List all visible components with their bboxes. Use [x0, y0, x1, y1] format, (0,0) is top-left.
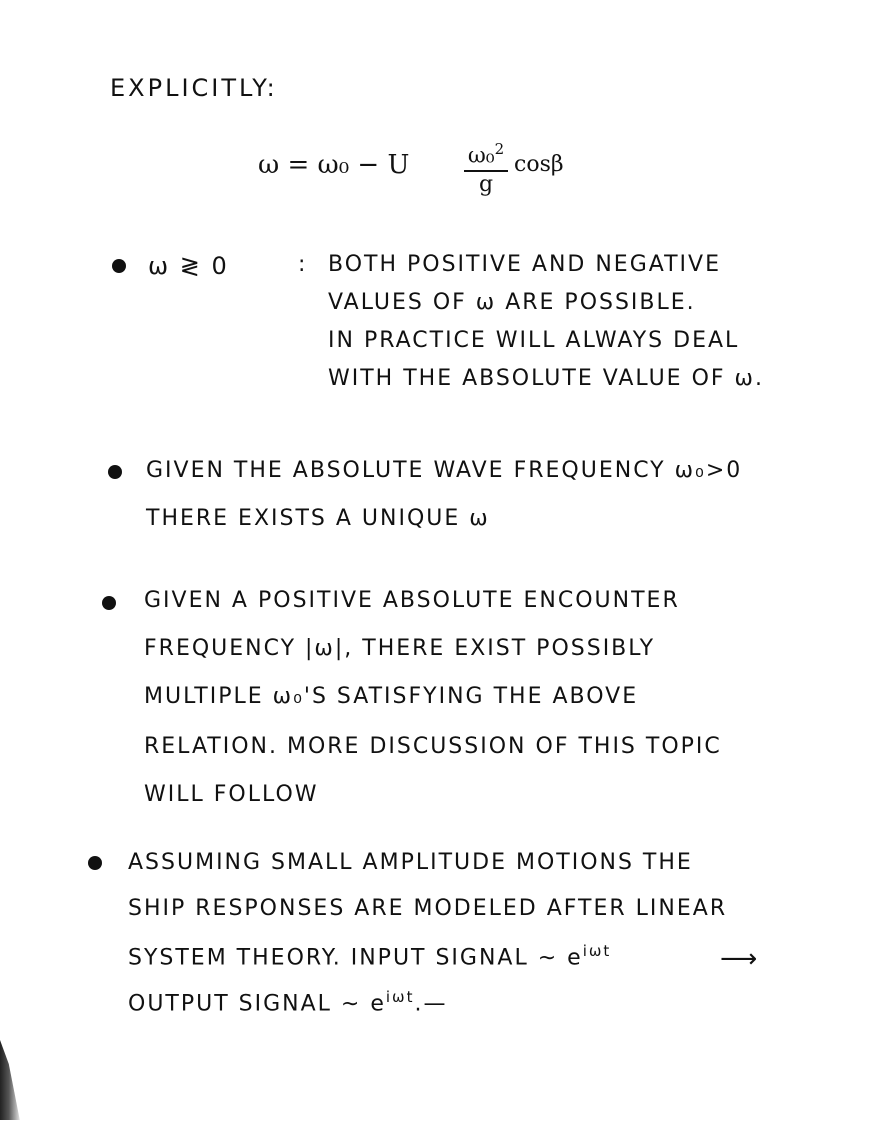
equation-lhs: ω = ω₀ − U: [258, 150, 410, 180]
bullet-dot-1: [112, 259, 126, 273]
equation-fraction: [464, 140, 508, 197]
bullet4-line-1: ASSUMING SMALL AMPLITUDE MOTIONS THE: [128, 850, 693, 875]
bullet-dot-4: [88, 856, 102, 870]
bullet-dot-2: [108, 465, 122, 479]
bullet2-line-1: GIVEN THE ABSOLUTE WAVE FREQUENCY ω₀>0: [146, 458, 743, 483]
bullet1-line-4: WITH THE ABSOLUTE VALUE OF ω.: [328, 366, 764, 391]
bullet1-colon: :: [298, 252, 308, 277]
bullet3-line-4: RELATION. MORE DISCUSSION OF THIS TOPIC: [144, 734, 722, 759]
arrow-right-icon: ⟶: [720, 944, 758, 974]
bullet1-line-2: VALUES OF ω ARE POSSIBLE.: [328, 290, 696, 315]
bullet1-line-1: BOTH POSITIVE AND NEGATIVE: [328, 252, 721, 277]
bullet2-line-2: THERE EXISTS A UNIQUE ω: [146, 506, 490, 531]
bullet3-line-1: GIVEN A POSITIVE ABSOLUTE ENCOUNTER: [144, 588, 680, 613]
bullet4-line-3: SYSTEM THEORY. INPUT SIGNAL ∼ $e^{i\omega t}$: [128, 942, 612, 971]
bullet1-line-3: IN PRACTICE WILL ALWAYS DEAL: [328, 328, 740, 353]
fraction-denominator: g: [478, 172, 494, 198]
equation-rhs: cosβ: [514, 152, 564, 177]
bullet1-condition: ω ≷ 0: [148, 252, 229, 280]
fraction-numerator: ω₀$^2$: [464, 140, 508, 172]
bullet4-line-2: SHIP RESPONSES ARE MODELED AFTER LINEAR: [128, 896, 728, 921]
bullet4-line-4: OUTPUT SIGNAL ∼ $e^{i\omega t}.—$: [128, 988, 448, 1017]
bullet3-line-5: WILL FOLLOW: [144, 782, 319, 807]
bullet-dot-3: [102, 596, 116, 610]
page-heading: EXPLICITLY:: [110, 74, 278, 102]
scan-edge-artifact: [0, 1040, 22, 1120]
output-exponent: iωt: [385, 988, 415, 1006]
bullet3-line-3: MULTIPLE ω₀'S SATISFYING THE ABOVE: [144, 684, 639, 709]
bullet3-line-2: FREQUENCY |ω|, THERE EXIST POSSIBLY: [144, 636, 656, 661]
input-exponent: iωt: [582, 942, 612, 960]
